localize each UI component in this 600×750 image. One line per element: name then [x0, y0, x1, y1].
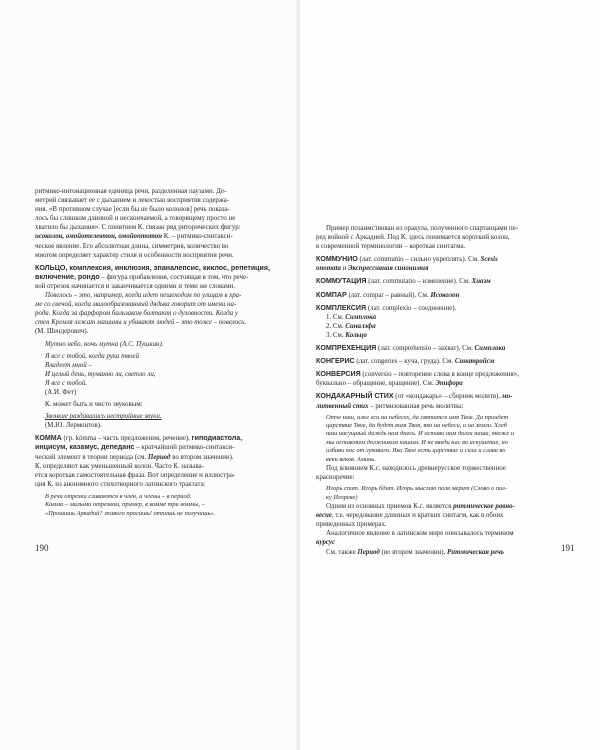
figure-names: исоколон, омойотелевтон, омойоптотон — [35, 233, 163, 241]
page-number: 190 — [35, 543, 49, 553]
text-line — [316, 511, 563, 520]
entry-line: ется короткая самостоятельная фраза. Вот определение и иллюстра- — [35, 471, 236, 479]
quote-line: веки веков. Аминь. — [326, 455, 376, 463]
definition: (лат. comprehensio – захват). См. — [376, 345, 475, 353]
definition: (conversio – повторение слова в конце предложения», — [360, 371, 519, 379]
headword: КОММУТАЦИЯ — [316, 277, 367, 286]
entry-line — [316, 304, 563, 313]
quote-line: царствие Твое, да будет воля Твоя, яко на небеси, и на земли. Хлеб — [326, 422, 507, 429]
entry-kompar — [316, 291, 563, 300]
headword: КОЛЬЦО, комплексия, инклюзия, эпаналепсис, кикло — [35, 263, 224, 272]
text-line — [35, 232, 280, 241]
text-span: буквально – обращение, вращение). См. — [316, 380, 436, 388]
definition: (лат. congeries – куча, груда). См. — [354, 358, 455, 366]
verse-line: И целый день, туманно ли, светло ли, — [45, 370, 156, 378]
entry-komma — [35, 434, 280, 518]
text-line: К. может быть и чисто звуковым: — [45, 401, 143, 409]
cross-reference: Исоколон — [430, 291, 460, 299]
text-line — [316, 502, 563, 511]
sense-item — [326, 322, 563, 331]
quote-block — [316, 485, 563, 502]
cross-reference: Scesis — [480, 256, 498, 264]
example-line: ме со свечой, когда малообразованный дядька говорит от имени на- — [35, 301, 237, 309]
right-page — [300, 0, 600, 750]
text-span: (во втором значении), — [379, 548, 448, 556]
text-span: 1. См. — [326, 313, 346, 321]
headword: включение, рондо — [35, 272, 100, 281]
page-number: 191 — [561, 543, 575, 553]
entry-line — [35, 434, 280, 443]
quote-line: Игорь спит. Игорь бдит. Игорь мыслию поля мерит (Слово о пол- — [326, 485, 507, 493]
cross-reference: Кольцо — [345, 331, 367, 339]
cross-reference: Хиазм — [471, 278, 491, 286]
quote-line: Комма – малыми отрезком, пример, в комме три коммы, – — [45, 501, 205, 509]
verse-line: Звонкие раздавались нестройные звуки. — [45, 413, 162, 421]
term: ритмическое равно- — [453, 503, 515, 511]
text-span: , т.е. чередование длинных и кратких синтагм, как в обоих — [331, 512, 504, 520]
verse-source: (А.И. Фет) — [45, 388, 77, 396]
headword: КОМПЛЕКСИЯ — [316, 303, 367, 312]
sense-item — [326, 313, 563, 322]
cross-reference: Эпифора — [435, 380, 463, 388]
entry-kondakarnyy-stih — [316, 392, 563, 556]
example-line: Повелось – это, например, когда идет пешеходом по улицам в хра- — [45, 292, 242, 300]
quote-line: ку Игореве) — [326, 493, 358, 501]
text-line: ческое явление. Его абсолютная длина, симметрия, количество во — [35, 242, 229, 250]
synonym: мо- — [501, 393, 513, 401]
text-line: приведенных примерах. — [316, 521, 387, 529]
entry-line: К. определяют как уменьшенный колон. Часто К. называ- — [35, 462, 205, 470]
verse-block — [35, 352, 280, 397]
entry-line: ция К. из анонимного стихотворного латинского трактата: — [35, 480, 206, 488]
cross-reference: Симплока — [474, 345, 506, 353]
text-line: ритмико-интонационная единица речи, разделенная паузами. Де- — [35, 188, 227, 195]
cross-reference: Синатройсм — [454, 358, 495, 366]
text-span: 3. См. — [326, 331, 346, 339]
headword: КОНДАКАРНЫЙ СТИХ — [316, 392, 394, 401]
verse-line: Владеет мной – — [45, 361, 92, 369]
entry-line — [35, 264, 280, 273]
entry-line — [316, 344, 563, 353]
verse-source: (М.Ю. Лермонтов). — [45, 422, 102, 430]
headword: КОМПАР — [316, 290, 347, 299]
definition: (лат. compar – равный). См. — [346, 291, 431, 299]
entry-line — [35, 443, 280, 452]
verse-line: Я все с тобой, когда рука твоей — [45, 352, 139, 360]
text-span: 2. См. — [326, 322, 346, 330]
verse-line: Мутно небо, ночь мутна (А.С. Пушкин). — [45, 340, 164, 348]
definition: (лат. commutatio – изменение). См. — [366, 278, 472, 286]
entry-kommutaciya — [316, 277, 563, 286]
quote-block — [35, 493, 280, 518]
headword: КОНГЕРИС — [316, 357, 355, 366]
text-line: Пример позаимствован из оракула, полученного спартанцами пе- — [326, 225, 519, 232]
quote-line: Отче наш, иже еси на небесех, да святится имя Твое. Да приидет — [326, 413, 509, 421]
text-span: ческий элемент в теории периода (см. — [35, 453, 148, 461]
cross-reference: onomata — [316, 265, 341, 273]
cross-reference: Период — [357, 548, 380, 556]
entry-kompleksiya — [316, 304, 563, 340]
text-span: и — [340, 265, 349, 273]
text-line: ния. «В противном случае [если бы не было колонов] речь показа- — [35, 206, 230, 214]
entry-line — [316, 255, 563, 264]
term: курсус — [316, 539, 336, 547]
text-line: в современной терминологии – короткая синтагма. — [316, 243, 466, 251]
entry-line — [316, 402, 563, 411]
definition: (от «кондакарь» – сборник молитв), — [393, 393, 502, 401]
entry-konversiya — [316, 370, 563, 388]
headword: инцисум, казамус, депеданс — [35, 443, 135, 452]
cross-reference: Синалэфа — [345, 322, 376, 330]
entry-line — [316, 277, 563, 286]
text-span: К. – ритмико-синтакси- — [162, 233, 233, 241]
entry-line — [316, 379, 563, 388]
cross-reference: Экспрессивная синонимия — [348, 265, 429, 273]
entry-komprehenciya — [316, 344, 563, 353]
cross-reference: Симплока — [345, 313, 377, 321]
text-line — [316, 548, 563, 557]
text-line: Аналогичное явление в латинском мире описывалось термином — [326, 530, 514, 538]
entry-line — [316, 264, 563, 273]
headword: КОММУНИО — [316, 255, 358, 264]
definition: – фигура прибавления, состоящая в том, что рече- — [99, 273, 249, 281]
headword: гиподиастола, — [191, 434, 243, 443]
quote-line: В речи отрезки сливаются в член, а члены – в период. — [45, 492, 192, 500]
text-line: Под влиянием К.с. находилось древнерусское торжественное — [326, 465, 506, 473]
sense-item — [326, 331, 563, 340]
entry-line — [35, 453, 280, 462]
verse-block — [35, 412, 280, 430]
text-line: хватило бы дыхания». С понятием К. связан ряд риторических фигур: — [35, 224, 241, 232]
entry-line — [35, 273, 280, 282]
entry-kolco — [35, 264, 280, 431]
quote-line: избави нас от лукаваго. Яко Твое есть царствие и сила и слава во — [326, 447, 506, 455]
entry-line — [316, 357, 563, 366]
quote-block — [316, 414, 563, 464]
definition: (лат. complexio – соединение). — [366, 304, 457, 312]
quote-line: мы оставляем должником нашим. И не введи нас во искушение, но — [326, 438, 508, 446]
text-line: метрий связывает ее с дыханием и лекостью восприятия содержа- — [35, 197, 229, 205]
synonym: литвенный стих — [316, 402, 369, 410]
text-line: лось бы слишком длинной и нескончаемой, а говорящему просто не — [35, 215, 236, 223]
left-text-column — [35, 187, 280, 518]
term: весие — [316, 512, 332, 520]
quote-line: «Прошишь Аркадий? живого просишь! отпишь не получишь». — [45, 509, 216, 517]
example-line: стен Кремля лежат машины и убивают людей – это тоже – повелось. — [35, 319, 247, 327]
text-line: красноречие: — [316, 474, 355, 482]
entry-line: вой отрезок начинается и заканчивается одними и теми же словами. — [35, 282, 235, 290]
entry-line — [316, 392, 563, 401]
verse-line: Я все с тобой. — [45, 379, 87, 387]
headword: КОНВЕРСИЯ — [316, 370, 361, 379]
definition: (гр. kómma – часть предложения, речение), — [61, 435, 192, 443]
source-line: (М. Шендерович). — [35, 328, 89, 336]
text-span: См. также — [326, 548, 358, 556]
text-line: многом определяет характер стиля и особенности восприятия речи. — [35, 251, 234, 259]
text-line: ред войной с Аркадией. Под К. здесь понимается короткий колон, — [316, 234, 510, 242]
headword-tail: с, репетиция, — [223, 263, 271, 272]
entry-kongeris — [316, 357, 563, 366]
definition: – кратчайший ритмико-синтакси- — [134, 444, 235, 452]
entry-line — [316, 291, 563, 300]
headword: КОМПРЕХЕНЦИЯ — [316, 344, 377, 353]
cross-reference: Ритмическая речь — [447, 548, 504, 556]
headword: КОММА — [35, 434, 62, 443]
entry-kommunio — [316, 255, 563, 273]
text-span: во втором значении). — [170, 453, 234, 461]
cross-reference: Период — [147, 453, 171, 461]
text-span: Одним из основных приемов К.с. является — [326, 503, 454, 511]
definition: (лат. communio – сильно укреплять). См. — [357, 256, 481, 264]
sense-list — [316, 313, 563, 340]
example-line: рода. Когда за фарфором бальзаком болтают о духовности. Когда у — [35, 310, 238, 318]
entry-line — [316, 370, 563, 379]
right-text-column — [316, 224, 563, 557]
quote-line: наш насущный даждь нам днесь. И остави нам долги наша, якоже и — [326, 430, 515, 438]
definition: – ритмизованная речь молитвы: — [368, 402, 464, 410]
